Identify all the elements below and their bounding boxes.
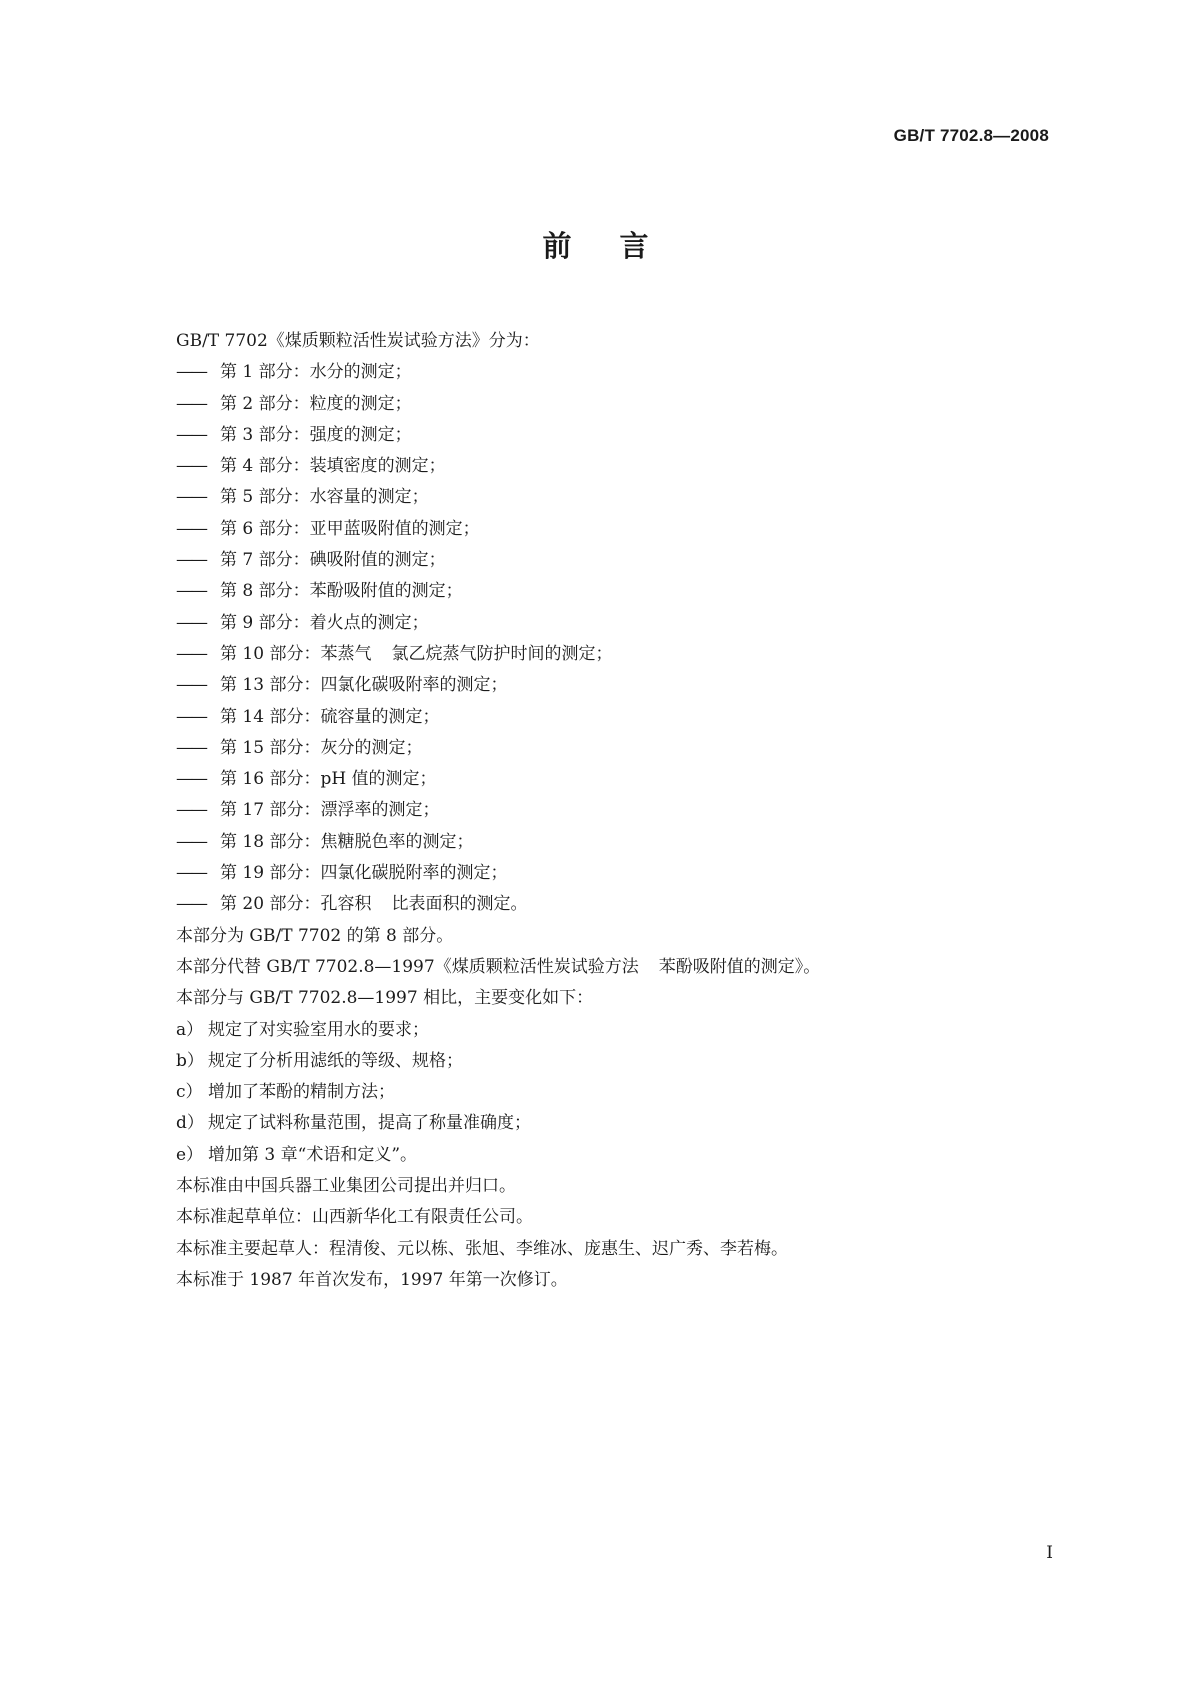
- part-text: 第 9 部分：着火点的测定；: [220, 612, 429, 633]
- part-list-item: [176, 639, 1046, 670]
- change-item-text: 规定了对实验室用水的要求；: [208, 1019, 429, 1040]
- part-list-item: [176, 514, 1046, 545]
- em-dash: ——: [176, 362, 206, 383]
- part-statement: 本部分为 GB/T 7702 的第 8 部分。: [176, 925, 454, 946]
- part-list-item: [176, 389, 1046, 420]
- changes-intro: 本部分与 GB/T 7702.8—1997 相比，主要变化如下：: [176, 988, 594, 1009]
- part-text: 第 16 部分：pH 值的测定；: [220, 769, 437, 790]
- document-body: [176, 326, 1046, 1296]
- intro-line: GB/T 7702《煤质颗粒活性炭试验方法》分为：: [176, 331, 540, 351]
- change-item-text: 增加了苯酚的精制方法；: [208, 1082, 395, 1103]
- em-dash: ——: [176, 393, 206, 414]
- part-list-item: [176, 420, 1046, 451]
- part-text: 第 7 部分：碘吸附值的测定；: [220, 550, 446, 571]
- change-item-label: e）: [176, 1144, 204, 1165]
- change-item-label: b）: [176, 1050, 204, 1071]
- part-text: 第 13 部分：四氯化碳吸附率的测定；: [220, 675, 508, 696]
- drafters-line: 本标准主要起草人：程清俊、元以栋、张旭、李维冰、庞惠生、迟广秀、李若梅。: [176, 1238, 788, 1259]
- part-list-item: [176, 889, 1046, 920]
- part-list-item: [176, 545, 1046, 576]
- em-dash: ——: [176, 800, 206, 821]
- change-item-text: 增加第 3 章“术语和定义”。: [208, 1144, 418, 1165]
- em-dash: ——: [176, 643, 206, 664]
- em-dash: ——: [176, 863, 206, 884]
- page-number: I: [1046, 1543, 1053, 1563]
- part-text: 第 14 部分：硫容量的测定；: [220, 706, 440, 727]
- em-dash: ——: [176, 894, 206, 915]
- part-list-item: [176, 702, 1046, 733]
- em-dash: ——: [176, 675, 206, 696]
- parts-list: [176, 357, 1046, 920]
- em-dash: ——: [176, 706, 206, 727]
- change-item-label: d）: [176, 1113, 204, 1134]
- part-text: 第 5 部分：水容量的测定；: [220, 487, 429, 508]
- part-list-item: [176, 482, 1046, 513]
- part-text: 第 8 部分：苯酚吸附值的测定；: [220, 581, 463, 602]
- proposer-line: 本标准由中国兵器工业集团公司提出并归口。: [176, 1176, 516, 1197]
- part-text-segment: 氯乙烷蒸气防护时间的测定；: [391, 643, 613, 664]
- part-list-item: [176, 608, 1046, 639]
- change-list-item: [176, 1108, 1046, 1139]
- em-dash: ——: [176, 769, 206, 790]
- part-text: 第 4 部分：装填密度的测定；: [220, 456, 446, 477]
- part-list-item: [176, 670, 1046, 701]
- part-text-segment: 第 10 部分：苯蒸气: [220, 643, 372, 664]
- change-list-item: [176, 1140, 1046, 1171]
- em-dash: ——: [176, 518, 206, 539]
- change-list-item: [176, 1077, 1046, 1108]
- change-item-text: 规定了分析用滤纸的等级、规格；: [208, 1050, 463, 1071]
- part-text: 第 2 部分：粒度的测定；: [220, 393, 412, 414]
- em-dash: ——: [176, 612, 206, 633]
- change-item-label: c）: [176, 1082, 203, 1103]
- drafting-unit-line: 本标准起草单位：山西新华化工有限责任公司。: [176, 1207, 533, 1228]
- change-item-label: a）: [176, 1019, 204, 1040]
- em-dash: ——: [176, 456, 206, 477]
- em-dash: ——: [176, 550, 206, 571]
- part-list-item: [176, 576, 1046, 607]
- history-line: 本标准于 1987 年首次发布，1997 年第一次修订。: [176, 1269, 568, 1290]
- em-dash: ——: [176, 581, 206, 602]
- part-list-item: [176, 733, 1046, 764]
- em-dash: ——: [176, 424, 206, 445]
- part-list-item: [176, 764, 1046, 795]
- part-list-item: [176, 795, 1046, 826]
- page-title: 前言: [542, 229, 697, 263]
- part-text: 第 15 部分：灰分的测定；: [220, 737, 423, 758]
- em-dash: ——: [176, 737, 206, 758]
- part-text: 第 19 部分：四氯化碳脱附率的测定；: [220, 863, 508, 884]
- standard-number: GB/T 7702.8—2008: [893, 126, 1049, 145]
- change-list-item: [176, 1015, 1046, 1046]
- changes-list: [176, 1015, 1046, 1171]
- change-item-text: 规定了试料称量范围，提高了称量准确度；: [208, 1113, 531, 1134]
- part-list-item: [176, 451, 1046, 482]
- part-text: 第 3 部分：强度的测定；: [220, 424, 412, 445]
- part-text-segment: 比表面积的测定。: [391, 894, 528, 915]
- change-list-item: [176, 1046, 1046, 1077]
- part-list-item: [176, 827, 1046, 858]
- replaces-text-2: 苯酚吸附值的测定》。: [658, 956, 821, 977]
- replaces-text-1: 本部分代替 GB/T 7702.8—1997《煤质颗粒活性炭试验方法: [176, 956, 639, 977]
- part-text: 第 6 部分：亚甲蓝吸附值的测定；: [220, 518, 480, 539]
- em-dash: ——: [176, 487, 206, 508]
- part-text-segment: 第 20 部分：孔容积: [220, 894, 372, 915]
- part-list-item: [176, 357, 1046, 388]
- part-list-item: [176, 858, 1046, 889]
- part-text: 第 17 部分：漂浮率的测定；: [220, 800, 440, 821]
- replaces-line: [176, 952, 1046, 983]
- part-text: 第 18 部分：焦糖脱色率的测定；: [220, 831, 474, 852]
- part-text: 第 1 部分：水分的测定；: [220, 362, 412, 383]
- em-dash: ——: [176, 831, 206, 852]
